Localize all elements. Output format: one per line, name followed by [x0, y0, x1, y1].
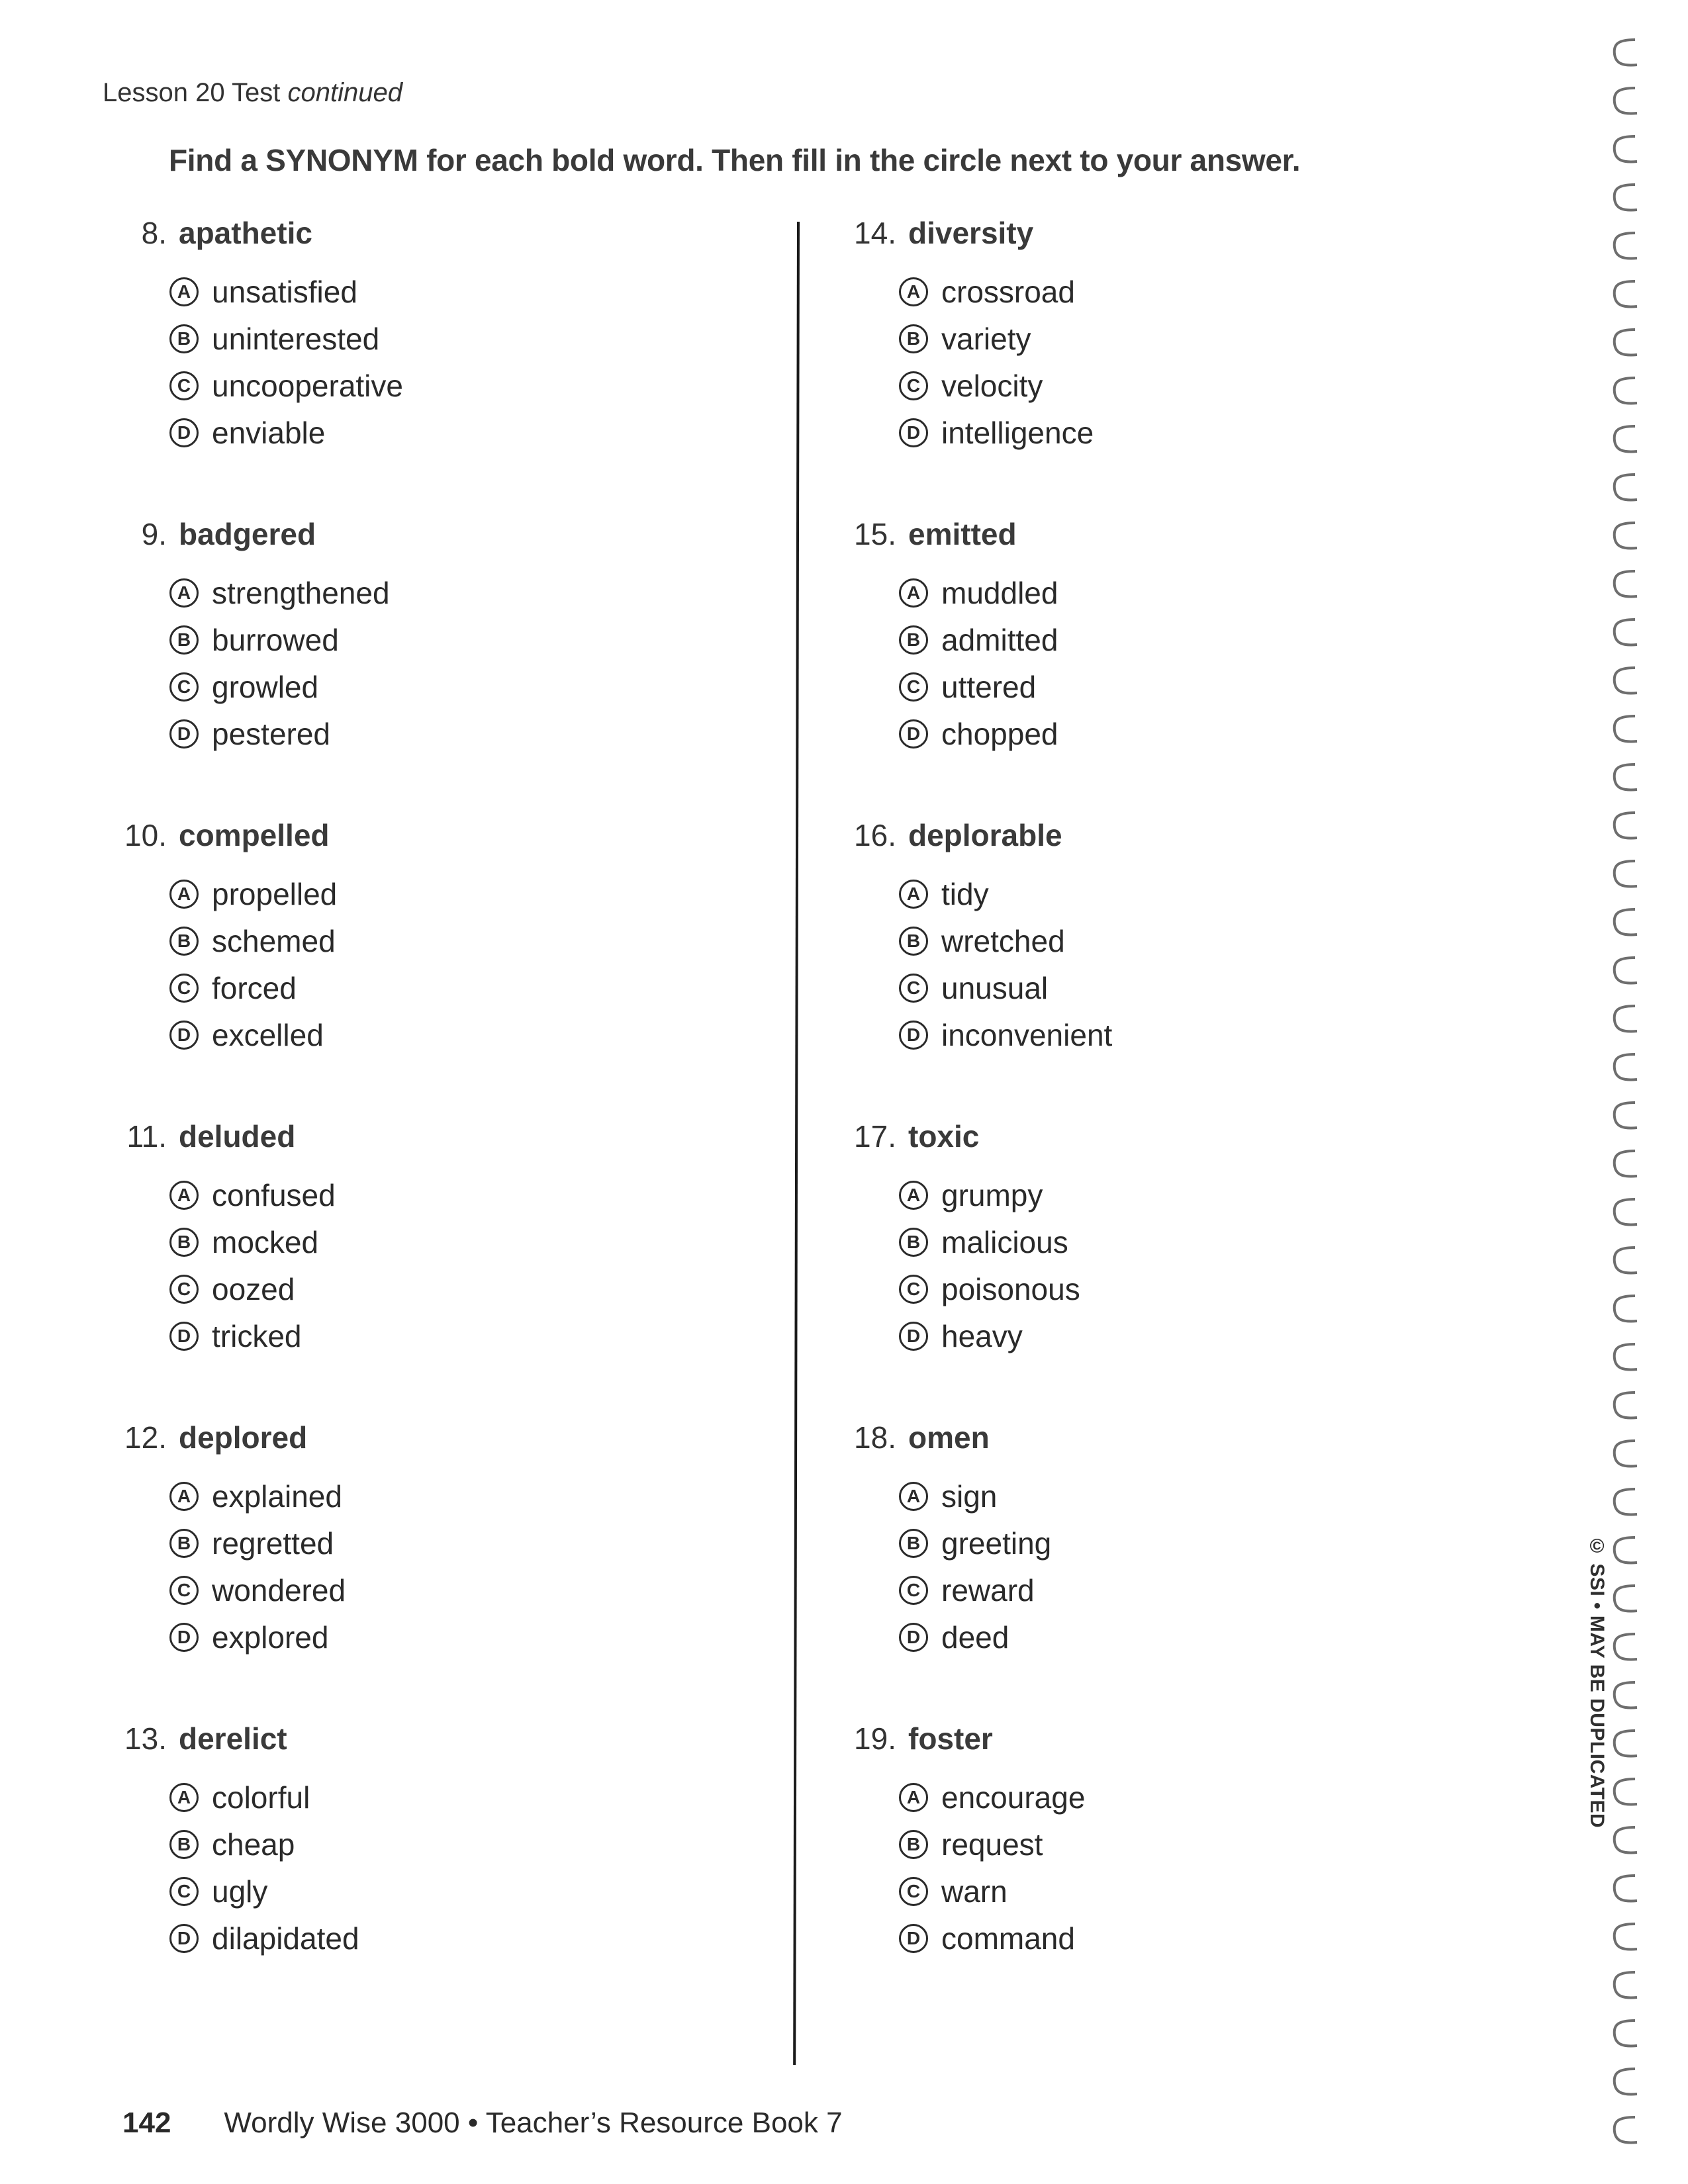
choice-text: tricked — [212, 1318, 302, 1353]
target-word: deplored — [179, 1420, 308, 1455]
answer-choice[interactable] — [169, 1265, 707, 1312]
answer-choices — [169, 569, 707, 757]
answer-bubble[interactable]: C — [169, 371, 199, 400]
choice-text: warn — [941, 1874, 1008, 1909]
binding-ring — [1615, 958, 1637, 983]
answer-choice[interactable] — [169, 917, 707, 964]
answer-choices — [169, 1774, 707, 1962]
choice-text: forced — [212, 970, 297, 1005]
binding-ring — [1615, 1924, 1637, 1949]
answer-bubble[interactable]: C — [899, 1275, 928, 1304]
choice-text: chopped — [941, 716, 1058, 751]
binding-ring — [1615, 1296, 1637, 1321]
answer-choice[interactable] — [169, 362, 707, 409]
question-heading — [111, 817, 707, 853]
answer-choices — [899, 1171, 1436, 1359]
choice-text: confused — [212, 1177, 336, 1212]
choice-text: intelligence — [941, 415, 1094, 450]
choice-text: excelled — [212, 1017, 324, 1052]
answer-choice[interactable] — [169, 315, 707, 362]
answer-bubble[interactable]: C — [169, 1275, 199, 1304]
question-8 — [841, 817, 1436, 1118]
answer-choice[interactable] — [899, 1218, 1436, 1265]
question-heading — [841, 516, 1436, 552]
answer-choice[interactable] — [169, 409, 707, 456]
answer-bubble[interactable]: D — [169, 1924, 199, 1953]
choice-text: ugly — [212, 1874, 268, 1909]
answer-bubble[interactable]: A — [899, 1181, 928, 1210]
choice-text: uninterested — [212, 321, 380, 356]
choice-text: grumpy — [941, 1177, 1043, 1212]
answer-bubble[interactable]: C — [169, 1576, 199, 1605]
binding-ring — [1615, 1344, 1637, 1369]
choice-text: dilapidated — [212, 1921, 359, 1956]
target-word: badgered — [179, 517, 316, 551]
binding-ring — [1615, 1103, 1637, 1128]
binding-ring — [1615, 281, 1637, 306]
answer-bubble[interactable]: C — [169, 1877, 199, 1906]
page-number: 142 — [122, 2107, 171, 2139]
answer-choice[interactable] — [899, 663, 1436, 710]
answer-choice[interactable] — [899, 1473, 1436, 1520]
answer-choice[interactable] — [899, 1312, 1436, 1359]
answer-bubble[interactable]: D — [899, 418, 928, 447]
answer-choice[interactable] — [169, 1218, 707, 1265]
question-heading — [111, 215, 707, 251]
choice-text: wondered — [212, 1572, 346, 1608]
answer-bubble[interactable]: C — [899, 1576, 928, 1605]
answer-choice[interactable] — [169, 569, 707, 616]
binding-ring — [1615, 1199, 1637, 1224]
column-divider — [793, 222, 800, 2065]
right-column — [841, 215, 1436, 2022]
target-word: diversity — [908, 216, 1034, 250]
answer-bubble[interactable]: C — [899, 672, 928, 702]
choice-text: regretted — [212, 1525, 334, 1561]
target-word: deplorable — [908, 818, 1062, 852]
question-number: 14. — [854, 216, 896, 250]
binding-ring — [1615, 330, 1637, 355]
answer-choice[interactable] — [899, 917, 1436, 964]
continued-label: continued — [287, 78, 402, 107]
binding-ring — [1615, 233, 1637, 258]
answer-bubble[interactable]: B — [899, 625, 928, 655]
question-4 — [111, 1420, 707, 1721]
binding-ring — [1615, 1972, 1637, 1997]
binding-ring — [1615, 1682, 1637, 1707]
choice-text: inconvenient — [941, 1017, 1113, 1052]
choice-text: schemed — [212, 923, 336, 958]
answer-choice[interactable] — [899, 1915, 1436, 1962]
answer-bubble[interactable]: D — [169, 719, 199, 749]
answer-bubble[interactable]: D — [899, 1021, 928, 1050]
binding-ring — [1615, 1006, 1637, 1031]
answer-choice[interactable] — [899, 1011, 1436, 1058]
answer-bubble[interactable]: D — [169, 1021, 199, 1050]
question-number: 17. — [854, 1119, 896, 1154]
choice-text: explained — [212, 1479, 342, 1514]
answer-bubble[interactable]: B — [169, 625, 199, 655]
answer-bubble[interactable]: B — [169, 324, 199, 353]
answer-choice[interactable] — [899, 1171, 1436, 1218]
choice-text: burrowed — [212, 622, 339, 657]
answer-bubble[interactable]: D — [169, 418, 199, 447]
answer-bubble[interactable]: A — [169, 880, 199, 909]
binding-ring — [1615, 1054, 1637, 1079]
answer-choice[interactable] — [899, 1868, 1436, 1915]
binding-ring — [1615, 716, 1637, 741]
answer-bubble[interactable]: D — [169, 1322, 199, 1351]
choice-text: cheap — [212, 1827, 295, 1862]
binding-ring — [1615, 185, 1637, 210]
answer-choices — [169, 1171, 707, 1359]
answer-choice[interactable] — [169, 1520, 707, 1567]
binding-ring — [1615, 909, 1637, 934]
binding-ring — [1615, 2021, 1637, 2046]
question-0 — [111, 215, 707, 516]
answer-bubble[interactable]: D — [899, 1924, 928, 1953]
spiral-binding-graphic — [1599, 26, 1658, 2171]
question-heading — [841, 215, 1436, 251]
binding-ring — [1615, 475, 1637, 500]
choice-text: heavy — [941, 1318, 1023, 1353]
answer-bubble[interactable]: A — [899, 277, 928, 306]
question-number: 9. — [141, 517, 167, 551]
binding-ring — [1615, 764, 1637, 790]
answer-choices — [899, 1473, 1436, 1661]
answer-choice[interactable] — [899, 1821, 1436, 1868]
lesson-label: Lesson 20 Test — [103, 78, 281, 107]
answer-choices — [169, 268, 707, 456]
question-3 — [111, 1118, 707, 1420]
instructions: Find a SYNONYM for each bold word. Then fill in the circle next to your answer. — [169, 143, 1301, 177]
question-number: 15. — [854, 517, 896, 551]
choice-text: enviable — [212, 415, 326, 450]
target-word: omen — [908, 1420, 990, 1455]
answer-bubble[interactable]: A — [899, 880, 928, 909]
answer-bubble[interactable]: B — [899, 1830, 928, 1859]
answer-choice[interactable] — [899, 964, 1436, 1011]
answer-choice[interactable] — [169, 964, 707, 1011]
question-7 — [841, 516, 1436, 817]
answer-choice[interactable] — [899, 870, 1436, 917]
binding-ring — [1615, 2069, 1637, 2094]
question-1 — [111, 516, 707, 817]
choice-text: strengthened — [212, 575, 390, 610]
choice-text: uttered — [941, 669, 1037, 704]
copyright-notice: © SSI • MAY BE DUPLICATED — [1586, 1535, 1608, 1829]
answer-bubble[interactable]: D — [899, 1322, 928, 1351]
answer-bubble[interactable]: A — [169, 1783, 199, 1812]
answer-choice[interactable] — [169, 1868, 707, 1915]
answer-choice[interactable] — [899, 710, 1436, 757]
answer-choice[interactable] — [899, 1265, 1436, 1312]
answer-choice[interactable] — [169, 1171, 707, 1218]
answer-choice[interactable] — [899, 569, 1436, 616]
answer-choice[interactable] — [169, 268, 707, 315]
choice-text: variety — [941, 321, 1031, 356]
binding-ring — [1615, 813, 1637, 838]
binding-ring — [1615, 1489, 1637, 1514]
answer-bubble[interactable]: B — [899, 1529, 928, 1558]
left-column — [111, 215, 707, 2022]
choice-text: malicious — [941, 1224, 1068, 1259]
target-word: deluded — [179, 1119, 296, 1154]
answer-choice[interactable] — [169, 1821, 707, 1868]
answer-choice[interactable] — [899, 362, 1436, 409]
choice-text: unusual — [941, 970, 1049, 1005]
choice-text: velocity — [941, 368, 1043, 403]
question-number: 18. — [854, 1420, 896, 1455]
answer-bubble[interactable]: B — [899, 927, 928, 956]
answer-bubble[interactable]: A — [169, 1181, 199, 1210]
answer-bubble[interactable]: C — [899, 371, 928, 400]
binding-ring — [1615, 378, 1637, 403]
answer-bubble[interactable]: C — [169, 974, 199, 1003]
binding-ring — [1615, 1634, 1637, 1659]
binding-ring — [1615, 619, 1637, 645]
choice-text: mocked — [212, 1224, 319, 1259]
binding-ring — [1615, 136, 1637, 161]
answer-bubble[interactable]: B — [169, 927, 199, 956]
question-heading — [841, 1118, 1436, 1154]
choice-text: colorful — [212, 1780, 310, 1815]
answer-choice[interactable] — [169, 870, 707, 917]
binding-ring — [1615, 1441, 1637, 1466]
choice-text: muddled — [941, 575, 1058, 610]
binding-ring — [1615, 1779, 1637, 1804]
answer-choice[interactable] — [169, 616, 707, 663]
choice-text: crossroad — [941, 274, 1075, 309]
binding-ring — [1615, 1827, 1637, 1852]
binding-ring — [1615, 1151, 1637, 1176]
binding-ring — [1615, 668, 1637, 693]
choice-text: encourage — [941, 1780, 1086, 1815]
binding-ring — [1615, 426, 1637, 451]
binding-ring — [1615, 523, 1637, 548]
answer-bubble[interactable]: A — [169, 277, 199, 306]
answer-choice[interactable] — [899, 268, 1436, 315]
binding-ring — [1615, 1248, 1637, 1273]
question-heading — [841, 817, 1436, 853]
choice-text: explored — [212, 1619, 329, 1655]
target-word: compelled — [179, 818, 330, 852]
question-heading — [841, 1420, 1436, 1455]
answer-bubble[interactable]: A — [899, 1482, 928, 1511]
answer-choice[interactable] — [169, 1473, 707, 1520]
answer-bubble[interactable]: B — [169, 1228, 199, 1257]
answer-bubble[interactable]: B — [169, 1830, 199, 1859]
question-heading — [111, 1118, 707, 1154]
question-2 — [111, 817, 707, 1118]
answer-bubble[interactable]: D — [899, 1623, 928, 1652]
question-heading — [111, 1721, 707, 1756]
binding-ring — [1615, 1586, 1637, 1611]
question-heading — [111, 516, 707, 552]
question-number: 16. — [854, 818, 896, 852]
binding-ring — [1615, 571, 1637, 596]
answer-choices — [899, 268, 1436, 456]
choice-text: tidy — [941, 876, 989, 911]
answer-bubble[interactable]: D — [169, 1623, 199, 1652]
answer-choice[interactable] — [899, 1614, 1436, 1661]
answer-choices — [899, 870, 1436, 1058]
choice-text: command — [941, 1921, 1075, 1956]
target-word: emitted — [908, 517, 1017, 551]
answer-choice[interactable] — [169, 1774, 707, 1821]
answer-choice[interactable] — [169, 1312, 707, 1359]
binding-ring — [1615, 1876, 1637, 1901]
question-9 — [841, 1118, 1436, 1420]
question-10 — [841, 1420, 1436, 1721]
choice-text: deed — [941, 1619, 1009, 1655]
question-heading — [841, 1721, 1436, 1756]
target-word: derelict — [179, 1721, 287, 1756]
answer-choice[interactable] — [899, 409, 1436, 456]
spiral-binding — [1599, 26, 1658, 2171]
choice-text: greeting — [941, 1525, 1052, 1561]
binding-ring — [1615, 1392, 1637, 1418]
answer-choice[interactable] — [899, 616, 1436, 663]
question-number: 8. — [141, 216, 167, 250]
answer-bubble[interactable]: D — [899, 719, 928, 749]
answer-choices — [899, 1774, 1436, 1962]
lesson-header — [103, 78, 402, 108]
answer-choice[interactable] — [169, 710, 707, 757]
answer-choices — [169, 870, 707, 1058]
choice-text: wretched — [941, 923, 1065, 958]
choice-text: uncooperative — [212, 368, 403, 403]
answer-choices — [899, 569, 1436, 757]
answer-choice[interactable] — [169, 1011, 707, 1058]
answer-bubble[interactable]: C — [899, 1877, 928, 1906]
choice-text: admitted — [941, 622, 1058, 657]
question-11 — [841, 1721, 1436, 2022]
answer-choice[interactable] — [899, 315, 1436, 362]
question-number: 12. — [124, 1420, 167, 1455]
question-number: 11. — [126, 1119, 167, 1154]
answer-bubble[interactable]: C — [169, 672, 199, 702]
answer-bubble[interactable]: A — [169, 1482, 199, 1511]
answer-bubble[interactable]: A — [899, 578, 928, 608]
target-word: apathetic — [179, 216, 312, 250]
choice-text: pestered — [212, 716, 331, 751]
answer-choice[interactable] — [899, 1774, 1436, 1821]
binding-ring — [1615, 88, 1637, 113]
choice-text: growled — [212, 669, 319, 704]
answer-choice[interactable] — [899, 1567, 1436, 1614]
question-number: 13. — [124, 1721, 167, 1756]
choice-text: reward — [941, 1572, 1035, 1608]
binding-ring — [1615, 40, 1637, 65]
answer-bubble[interactable]: C — [899, 974, 928, 1003]
binding-ring — [1615, 1537, 1637, 1563]
binding-ring — [1615, 1731, 1637, 1756]
answer-choices — [169, 1473, 707, 1661]
answer-choice[interactable] — [169, 1567, 707, 1614]
answer-choice[interactable] — [899, 1520, 1436, 1567]
choice-text: poisonous — [941, 1271, 1080, 1306]
question-number: 19. — [854, 1721, 896, 1756]
question-5 — [111, 1721, 707, 2022]
binding-ring — [1615, 861, 1637, 886]
question-number: 10. — [124, 818, 167, 852]
target-word: foster — [908, 1721, 993, 1756]
answer-bubble[interactable]: B — [169, 1529, 199, 1558]
answer-bubble[interactable]: A — [169, 578, 199, 608]
choice-text: unsatisfied — [212, 274, 357, 309]
answer-bubble[interactable]: B — [899, 1228, 928, 1257]
choice-text: request — [941, 1827, 1043, 1862]
footer — [122, 2107, 843, 2140]
answer-bubble[interactable]: A — [899, 1783, 928, 1812]
book-title: Wordly Wise 3000 • Teacher’s Resource Book 7 — [224, 2107, 843, 2139]
question-6 — [841, 215, 1436, 516]
binding-ring — [1615, 2117, 1637, 2142]
target-word: toxic — [908, 1119, 980, 1154]
choice-text: oozed — [212, 1271, 295, 1306]
answer-choice[interactable] — [169, 1614, 707, 1661]
choice-text: sign — [941, 1479, 998, 1514]
choice-text: propelled — [212, 876, 338, 911]
answer-bubble[interactable]: B — [899, 324, 928, 353]
answer-choice[interactable] — [169, 1915, 707, 1962]
question-heading — [111, 1420, 707, 1455]
answer-choice[interactable] — [169, 663, 707, 710]
